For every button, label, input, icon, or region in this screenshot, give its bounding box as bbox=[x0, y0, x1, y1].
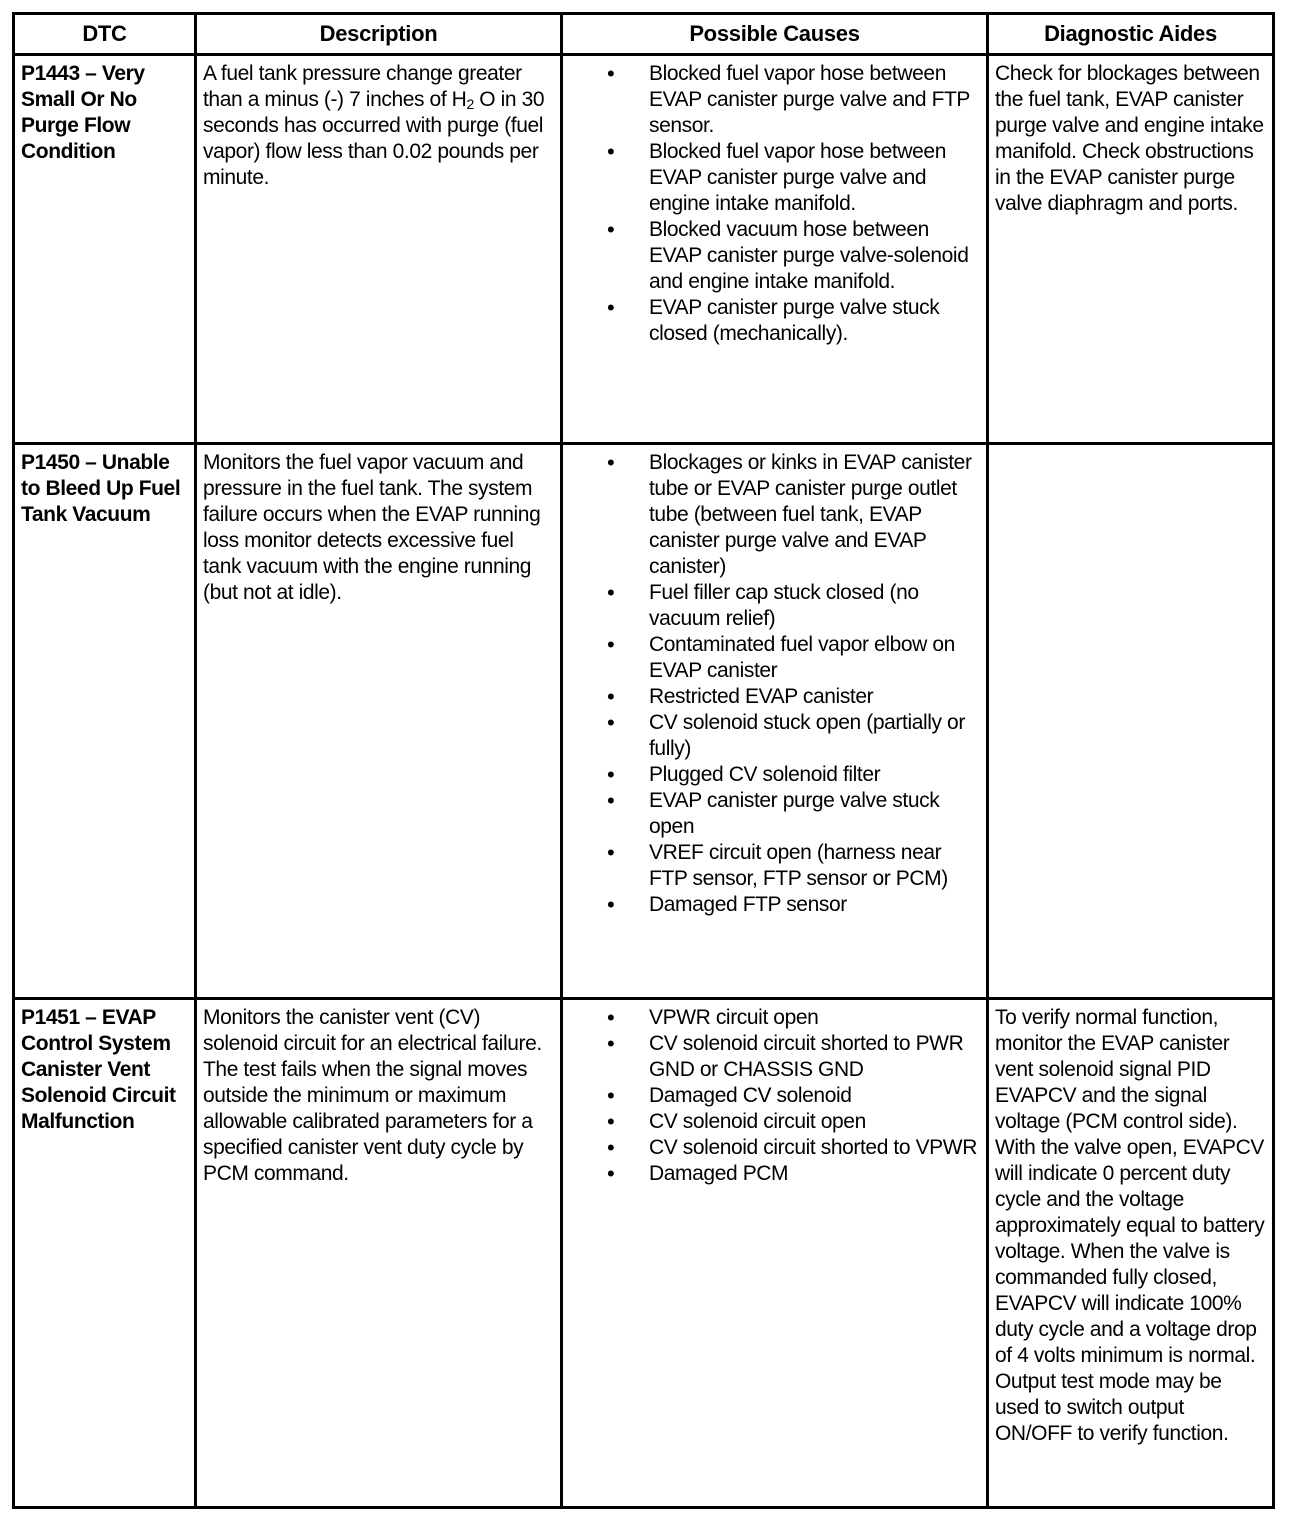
list-item: • Damaged PCM bbox=[569, 1161, 980, 1187]
causes-list bbox=[569, 450, 980, 918]
dtc-description: Monitors the canister vent (CV) solenoid circuit for an electrical failure. The test fails when the signal moves outside the minimum or maximum allowable calibrated parameters for a specified canister vent duty cycle by PCM command. bbox=[196, 999, 562, 1508]
causes-list bbox=[569, 1005, 980, 1187]
table-row bbox=[14, 55, 1274, 444]
diagnostic-aides: To verify normal function, monitor the EVAP canister vent solenoid signal PID EVAPCV and the signal voltage (PCM control side). With the valve open, EVAPCV will indicate 0 percent duty cycle and the voltage approximately equal to battery voltage. When the valve is commanded fully closed, EVAPCV will indicate 100% duty cycle and a voltage drop of 4 volts minimum is normal. Output test mode may be used to switch output ON/OFF to verify function. bbox=[988, 999, 1274, 1508]
list-item: • Plugged CV solenoid filter bbox=[569, 762, 980, 788]
header-diagnostic-aides: Diagnostic Aides bbox=[988, 14, 1274, 55]
list-item: • CV solenoid circuit shorted to PWR GND or CHASSIS GND bbox=[569, 1031, 980, 1083]
list-item: • Damaged CV solenoid bbox=[569, 1083, 980, 1109]
header-dtc: DTC bbox=[14, 14, 196, 55]
list-item: • VPWR circuit open bbox=[569, 1005, 980, 1031]
list-item: • Damaged FTP sensor bbox=[569, 892, 980, 918]
list-item: • Blockages or kinks in EVAP canister tube or EVAP canister purge outlet tube (between fuel tank, EVAP canister purge valve and EVAP canister) bbox=[569, 450, 980, 580]
diagnostic-aides bbox=[988, 444, 1274, 999]
description-text: O in 30 seconds has occurred with purge (fuel vapor) flow less than 0.02 pounds per minute. bbox=[203, 88, 545, 189]
list-item: • Blocked fuel vapor hose between EVAP canister purge valve and FTP sensor. bbox=[569, 61, 980, 139]
list-item: • Fuel filler cap stuck closed (no vacuum relief) bbox=[569, 580, 980, 632]
list-item: • CV solenoid circuit shorted to VPWR bbox=[569, 1135, 980, 1161]
list-item: • Blocked vacuum hose between EVAP canister purge valve-solenoid and engine intake manifold. bbox=[569, 217, 980, 295]
description-text: A fuel tank pressure change greater than a minus (-) 7 inches of H bbox=[203, 62, 522, 111]
possible-causes bbox=[562, 444, 988, 999]
list-item: • VREF circuit open (harness near FTP sensor, FTP sensor or PCM) bbox=[569, 840, 980, 892]
dtc-code: P1450 – Unable to Bleed Up Fuel Tank Vacuum bbox=[14, 444, 196, 999]
dtc-table bbox=[12, 12, 1275, 1509]
possible-causes bbox=[562, 999, 988, 1508]
list-item: • Blocked fuel vapor hose between EVAP canister purge valve and engine intake manifold. bbox=[569, 139, 980, 217]
list-item: • CV solenoid stuck open (partially or fully) bbox=[569, 710, 980, 762]
table-row bbox=[14, 444, 1274, 999]
causes-list bbox=[569, 61, 980, 347]
dtc-description bbox=[196, 55, 562, 444]
header-description: Description bbox=[196, 14, 562, 55]
list-item: • Restricted EVAP canister bbox=[569, 684, 980, 710]
list-item: • EVAP canister purge valve stuck closed (mechanically). bbox=[569, 295, 980, 347]
table-row bbox=[14, 999, 1274, 1508]
possible-causes bbox=[562, 55, 988, 444]
header-possible-causes: Possible Causes bbox=[562, 14, 988, 55]
list-item: • EVAP canister purge valve stuck open bbox=[569, 788, 980, 840]
list-item: • Contaminated fuel vapor elbow on EVAP canister bbox=[569, 632, 980, 684]
dtc-description: Monitors the fuel vapor vacuum and pressure in the fuel tank. The system failure occurs when the EVAP running loss monitor detects excessive fuel tank vacuum with the engine running (but not at idle). bbox=[196, 444, 562, 999]
header-row bbox=[14, 14, 1274, 55]
dtc-code: P1443 – Very Small Or No Purge Flow Condition bbox=[14, 55, 196, 444]
subscript-text: 2 bbox=[466, 96, 474, 112]
list-item: • CV solenoid circuit open bbox=[569, 1109, 980, 1135]
diagnostic-aides: Check for blockages between the fuel tank, EVAP canister purge valve and engine intake manifold. Check obstructions in the EVAP canister purge valve diaphragm and ports. bbox=[988, 55, 1274, 444]
dtc-code: P1451 – EVAP Control System Canister Vent Solenoid Circuit Malfunction bbox=[14, 999, 196, 1508]
